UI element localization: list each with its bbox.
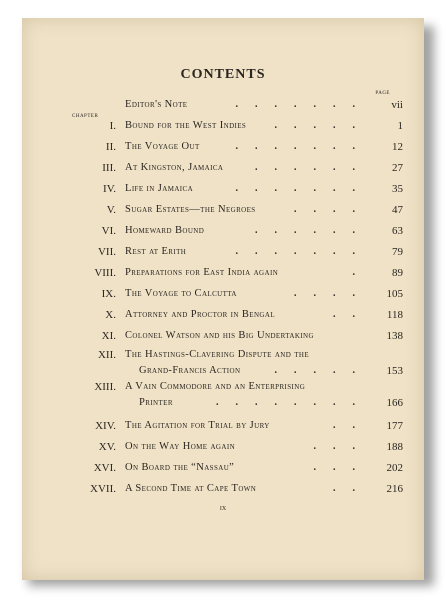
chapter-title: The Voyage to Calcutta — [125, 288, 237, 299]
leader-dots: .... — [294, 204, 372, 215]
leader-dots: .. — [333, 420, 372, 431]
leader-dots: .... — [294, 288, 372, 299]
chapter-number: XVI. — [93, 462, 116, 474]
leader-dots: ... — [313, 462, 372, 473]
leader-dots: ... — [313, 441, 372, 452]
page-number: 1 — [397, 120, 403, 132]
chapter-number: XI. — [101, 330, 116, 342]
chapter-number: XIII. — [94, 381, 116, 393]
chapter-title: Rest at Erith — [125, 246, 187, 257]
chapter-number: VIII. — [94, 267, 116, 279]
chapter-number: XV. — [98, 441, 116, 453]
chapter-number: V. — [106, 204, 116, 216]
leader-dots: ...... — [255, 225, 372, 236]
chapter-title: Homeward Bound — [125, 225, 205, 236]
leader-dots: ..... — [274, 120, 372, 131]
page-number: 47 — [392, 204, 403, 216]
chapter-title: Life in Jamaica — [125, 183, 194, 194]
page-number: 177 — [386, 420, 403, 432]
page-title: CONTENTS — [180, 67, 266, 82]
chapter-number: VII. — [97, 246, 116, 258]
chapter-number: XII. — [97, 349, 116, 361]
page-number: 202 — [386, 462, 403, 474]
page-folio: ix — [219, 502, 227, 512]
chapter-title-continued: Printer — [139, 397, 173, 408]
leader-dots: ....... — [235, 246, 372, 257]
page-number: 105 — [386, 288, 403, 300]
chapter-number: X. — [105, 309, 116, 321]
leader-dots: ..... — [274, 365, 372, 376]
chapter-title: Preparations for East India again — [125, 267, 279, 278]
chapter-number: II. — [105, 141, 116, 153]
page-column-header: PAGE — [375, 91, 390, 96]
page-number: vii — [391, 99, 403, 111]
chapter-title: At Kingston, Jamaica — [125, 162, 224, 173]
leader-dots: . — [352, 267, 372, 278]
chapter-column-header: CHAPTER — [72, 114, 99, 119]
chapter-title: Sugar Estates—the Negroes — [125, 204, 256, 215]
page-number: 35 — [392, 183, 403, 195]
page-number: 138 — [386, 330, 403, 342]
chapter-title: Colonel Watson and his Big Undertaking — [125, 330, 314, 341]
page-number: 188 — [386, 441, 403, 453]
book-page — [22, 18, 424, 580]
page-number: 79 — [392, 246, 403, 258]
chapter-number: IX. — [101, 288, 116, 300]
chapter-number: III. — [102, 162, 116, 174]
chapter-title: The Voyage Out — [125, 141, 200, 152]
page-number: 63 — [392, 225, 403, 237]
chapter-number: I. — [109, 120, 116, 132]
leader-dots: ........ — [216, 397, 372, 408]
chapter-title: A Vain Commodore and an Enterprising — [125, 381, 306, 392]
chapter-title: On Board the “Nassau” — [125, 462, 235, 473]
chapter-number: XIV. — [95, 420, 116, 432]
page-number: 216 — [386, 483, 403, 495]
page-number: 153 — [386, 365, 403, 377]
chapter-title: Attorney and Proctor in Bengal — [125, 309, 275, 320]
chapter-number: IV. — [103, 183, 116, 195]
chapter-number: VI. — [101, 225, 116, 237]
page-number: 12 — [392, 141, 403, 153]
leader-dots: .. — [333, 483, 372, 494]
chapter-title: On the Way Home again — [125, 441, 236, 452]
leader-dots: ...... — [255, 162, 372, 173]
chapter-title: Bound for the West Indies — [125, 120, 247, 131]
chapter-number: XVII. — [90, 483, 116, 495]
leader-dots: ....... — [235, 141, 372, 152]
page-number: 27 — [392, 162, 403, 174]
chapter-title: The Agitation for Trial by Jury — [125, 420, 270, 431]
leader-dots: .. — [333, 309, 372, 320]
page-number: 118 — [386, 309, 403, 321]
chapter-title: A Second Time at Cape Town — [125, 483, 257, 494]
page-number: 89 — [392, 267, 403, 279]
leader-dots: ....... — [235, 183, 372, 194]
leader-dots: ....... — [235, 99, 372, 110]
chapter-title: Editor's Note — [125, 99, 188, 110]
page-number: 166 — [386, 397, 403, 409]
chapter-title-continued: Grand-Francis Action — [139, 365, 241, 376]
chapter-title: The Hastings-Clavering Dispute and the — [125, 349, 310, 360]
